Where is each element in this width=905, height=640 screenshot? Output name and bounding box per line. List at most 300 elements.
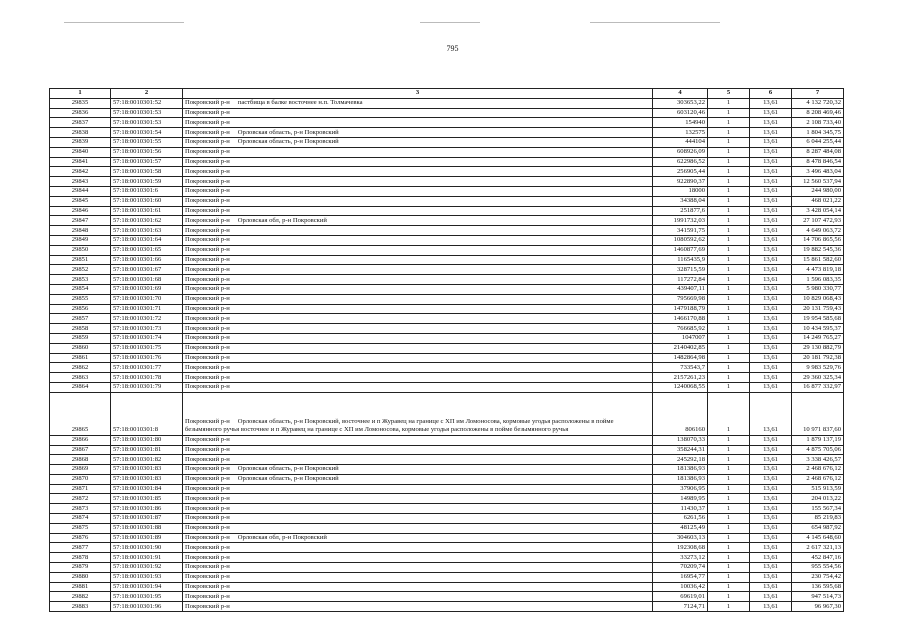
rate-value: 13,61 [750,543,792,553]
location-cell [183,216,653,226]
area-value: 439407,11 [653,284,708,294]
coefficient-value: 1 [708,255,750,265]
area-value: 34388,04 [653,196,708,206]
rate-value: 13,61 [750,523,792,533]
location-cell [183,465,653,475]
coefficient-value: 1 [708,177,750,187]
cadastral-value: 14 249 765,27 [792,333,844,343]
coefficient-value: 1 [708,157,750,167]
district-name: Покровский р-н [185,373,230,381]
area-value: 69619,01 [653,592,708,602]
coefficient-value: 1 [708,523,750,533]
coefficient-value: 1 [708,543,750,553]
row-number: 29862 [50,363,111,373]
table-row [50,494,844,504]
area-value: 1460877,69 [653,245,708,255]
cadastral-number: 57:18:0010301:85 [111,494,183,504]
table-row [50,373,844,383]
location-cell [183,98,653,108]
cadastral-number: 57:18:0010301:69 [111,284,183,294]
cadastral-value: 155 567,34 [792,504,844,514]
district-name: Покровский р-н [185,485,230,493]
rate-value: 13,61 [750,108,792,118]
location-cell [183,196,653,206]
cadastral-value: 12 560 537,94 [792,177,844,187]
table-row [50,147,844,157]
cadastral-number: 57:18:0010301:67 [111,265,183,275]
location-cell [183,553,653,563]
cadastral-value: 10 829 068,43 [792,294,844,304]
area-value: 256905,44 [653,167,708,177]
district-name: Покровский р-н [185,475,230,483]
district-name: Покровский р-н [185,445,230,453]
location-cell [183,582,653,592]
cadastral-number: 57:18:0010301:52 [111,98,183,108]
rate-value: 13,61 [750,474,792,484]
location-cell [183,245,653,255]
row-number: 29876 [50,533,111,543]
area-value: 358244,31 [653,445,708,455]
district-name: Покровский р-н [185,236,230,244]
cadastral-number: 57:18:0010301:53 [111,118,183,128]
table-row [50,602,844,612]
district-name: Покровский р-н [185,363,230,371]
cadastral-value: 3 428 054,14 [792,206,844,216]
rate-value: 13,61 [750,392,792,435]
area-value: 251877,6 [653,206,708,216]
row-number: 29850 [50,245,111,255]
location-cell [183,474,653,484]
district-name: Покровский р-н [185,118,230,126]
rate-value: 13,61 [750,324,792,334]
area-value: 6261,56 [653,514,708,524]
cadastral-number: 57:18:0010301:83 [111,465,183,475]
table-row [50,108,844,118]
district-name: Покровский р-н [185,465,230,473]
district-name: Покровский р-н [185,592,230,600]
table-row [50,363,844,373]
row-number: 29880 [50,572,111,582]
coefficient-value: 1 [708,98,750,108]
rate-value: 13,61 [750,177,792,187]
coefficient-value: 1 [708,314,750,324]
location-cell [183,324,653,334]
district-name: Покровский р-н [185,177,230,185]
area-value: 603120,46 [653,108,708,118]
scan-artifact-line [590,22,720,23]
area-value: 11430,37 [653,504,708,514]
coefficient-value: 1 [708,514,750,524]
district-name: Покровский р-н [185,128,230,136]
area-value: 303653,22 [653,98,708,108]
coefficient-value: 1 [708,216,750,226]
coefficient-value: 1 [708,563,750,573]
location-cell [183,255,653,265]
location-cell [183,435,653,445]
coefficient-value: 1 [708,465,750,475]
location-cell [183,602,653,612]
cadastral-number: 57:18:0010301:94 [111,582,183,592]
cadastral-value: 1 879 137,19 [792,435,844,445]
location-description: Орловская область, р-н Покровский [237,138,339,146]
cadastral-value: 2 468 676,12 [792,474,844,484]
row-number: 29878 [50,553,111,563]
area-value: 341591,75 [653,226,708,236]
table-row [50,474,844,484]
rate-value: 13,61 [750,275,792,285]
location-cell [183,284,653,294]
cadastral-number: 57:18:0010301:88 [111,523,183,533]
cadastral-number: 57:18:0010301:64 [111,235,183,245]
row-number: 29855 [50,294,111,304]
table-row [50,167,844,177]
area-value: 922890,37 [653,177,708,187]
row-number: 29841 [50,157,111,167]
row-number: 29848 [50,226,111,236]
district-name: Покровский р-н [185,436,230,444]
row-number: 29858 [50,324,111,334]
cadastral-number: 57:18:0010301:70 [111,294,183,304]
cadastral-number: 57:18:0010301:78 [111,373,183,383]
rate-value: 13,61 [750,216,792,226]
location-cell [183,504,653,514]
cadastral-number: 57:18:0010301:73 [111,324,183,334]
district-name: Покровский р-н [185,324,230,332]
location-cell [183,206,653,216]
coefficient-value: 1 [708,533,750,543]
district-name: Покровский р-н [185,573,230,581]
rate-value: 13,61 [750,196,792,206]
cadastral-value: 6 044 255,44 [792,137,844,147]
cadastral-value: 8 208 469,46 [792,108,844,118]
coefficient-value: 1 [708,553,750,563]
column-header: 3 [183,89,653,99]
rate-value: 13,61 [750,592,792,602]
table-row [50,275,844,285]
location-cell [183,108,653,118]
rate-value: 13,61 [750,504,792,514]
row-number: 29849 [50,235,111,245]
area-value: 132575 [653,128,708,138]
location-description: Орловская область, р-н Покровский, восточнее и п Журавец на границе с ХП им Ломоносова, кормовые угодья расположены в пойме безымянного ручья восточнее и п Журавец на границе с ХП им Ломоносова, кормовые угодья расположены в пойме безымянного ручья [185,417,614,434]
district-name: Покровский р-н [185,494,230,502]
coefficient-value: 1 [708,382,750,392]
cadastral-number: 57:18:0010301:71 [111,304,183,314]
rate-value: 13,61 [750,157,792,167]
rate-value: 13,61 [750,284,792,294]
coefficient-value: 1 [708,137,750,147]
district-name: Покровский р-н [185,99,230,107]
area-value: 16954,77 [653,572,708,582]
location-cell [183,563,653,573]
coefficient-value: 1 [708,304,750,314]
row-number: 29863 [50,373,111,383]
district-name: Покровский р-н [185,353,230,361]
district-name: Покровский р-н [185,255,230,263]
cadastral-value: 452 847,16 [792,553,844,563]
table-row [50,392,844,435]
cadastral-number: 57:18:0010301:63 [111,226,183,236]
cadastral-value: 19 882 545,36 [792,245,844,255]
location-cell [183,455,653,465]
area-value: 1991732,03 [653,216,708,226]
coefficient-value: 1 [708,592,750,602]
location-cell [183,226,653,236]
row-number: 29874 [50,514,111,524]
rate-value: 13,61 [750,226,792,236]
cadastral-value: 29 360 325,34 [792,373,844,383]
location-description: Орловская область, р-н Покровский [237,475,339,483]
row-number: 29872 [50,494,111,504]
rate-value: 13,61 [750,333,792,343]
rate-value: 13,61 [750,118,792,128]
cadastral-value: 2 108 733,40 [792,118,844,128]
coefficient-value: 1 [708,284,750,294]
cadastral-number: 57:18:0010301:74 [111,333,183,343]
cadastral-number: 57:18:0010301:90 [111,543,183,553]
cadastral-value: 4 473 819,18 [792,265,844,275]
area-value: 33273,12 [653,553,708,563]
table-row [50,435,844,445]
location-cell [183,265,653,275]
coefficient-value: 1 [708,235,750,245]
district-name: Покровский р-н [185,314,230,322]
area-value: 328715,59 [653,265,708,275]
location-cell [183,392,653,435]
district-name: Покровский р-н [185,524,230,532]
rate-value: 13,61 [750,255,792,265]
cadastral-number: 57:18:0010301:75 [111,343,183,353]
district-name: Покровский р-н [185,602,230,610]
rate-value: 13,61 [750,494,792,504]
location-cell [183,533,653,543]
cadastral-value: 20 131 759,43 [792,304,844,314]
district-name: Покровский р-н [185,455,230,463]
row-number: 29879 [50,563,111,573]
cadastral-number: 57:18:0010301:81 [111,445,183,455]
cadastral-value: 8 478 846,54 [792,157,844,167]
cadastral-number: 57:18:0010301:82 [111,455,183,465]
area-value: 1482864,98 [653,353,708,363]
rate-value: 13,61 [750,533,792,543]
table-row [50,314,844,324]
table-row [50,177,844,187]
cadastral-number: 57:18:0010301:76 [111,353,183,363]
cadastral-number: 57:18:0010301:95 [111,592,183,602]
location-description: пастбища в балке восточнее н.п. Толмачевка [237,99,363,107]
coefficient-value: 1 [708,128,750,138]
coefficient-value: 1 [708,108,750,118]
location-cell [183,235,653,245]
coefficient-value: 1 [708,484,750,494]
rate-value: 13,61 [750,167,792,177]
location-cell [183,343,653,353]
area-value: 70209,74 [653,563,708,573]
cadastral-number: 57:18:0010301:84 [111,484,183,494]
table-body [50,98,844,611]
cadastral-number: 57:18:0010301:96 [111,602,183,612]
coefficient-value: 1 [708,602,750,612]
district-name: Покровский р-н [185,157,230,165]
table-row [50,592,844,602]
location-cell [183,275,653,285]
row-number: 29871 [50,484,111,494]
cadastral-value: 8 287 484,08 [792,147,844,157]
rate-value: 13,61 [750,514,792,524]
cadastral-number: 57:18:0010301:58 [111,167,183,177]
cadastral-value: 96 967,30 [792,602,844,612]
column-header: 4 [653,89,708,99]
table-row [50,235,844,245]
coefficient-value: 1 [708,353,750,363]
location-cell [183,373,653,383]
district-name: Покровский р-н [185,417,230,425]
cadastral-number: 57:18:0010301:60 [111,196,183,206]
coefficient-value: 1 [708,147,750,157]
cadastral-number: 57:18:0010301:56 [111,147,183,157]
location-cell [183,484,653,494]
area-value: 181386,93 [653,465,708,475]
row-number: 29840 [50,147,111,157]
table-row [50,304,844,314]
area-value: 1165435,9 [653,255,708,265]
district-name: Покровский р-н [185,295,230,303]
area-value: 608926,09 [653,147,708,157]
cadastral-value: 3 496 483,04 [792,167,844,177]
table-row [50,333,844,343]
table-row [50,157,844,167]
row-number: 29839 [50,137,111,147]
table-row [50,255,844,265]
area-value: 1240068,55 [653,382,708,392]
coefficient-value: 1 [708,582,750,592]
row-number: 29843 [50,177,111,187]
location-cell [183,445,653,455]
district-name: Покровский р-н [185,504,230,512]
cadastral-value: 1 804 345,75 [792,128,844,138]
cadastral-value: 230 754,42 [792,572,844,582]
cadastral-value: 4 649 063,72 [792,226,844,236]
column-header: 5 [708,89,750,99]
rate-value: 13,61 [750,563,792,573]
district-name: Покровский р-н [185,197,230,205]
cadastral-number: 57:18:0010301:55 [111,137,183,147]
cadastral-number: 57:18:0010301:6 [111,186,183,196]
area-value: 117272,84 [653,275,708,285]
coefficient-value: 1 [708,494,750,504]
table-row [50,445,844,455]
table-row [50,324,844,334]
cadastral-value: 10 434 595,37 [792,324,844,334]
cadastral-number: 57:18:0010301:68 [111,275,183,285]
row-number: 29852 [50,265,111,275]
rate-value: 13,61 [750,484,792,494]
location-cell [183,382,653,392]
cadastral-value: 27 107 472,93 [792,216,844,226]
district-name: Покровский р-н [185,226,230,234]
rate-value: 13,61 [750,147,792,157]
row-number: 29842 [50,167,111,177]
cadastral-value: 15 861 582,60 [792,255,844,265]
cadastral-number: 57:18:0010301:83 [111,474,183,484]
row-number: 29860 [50,343,111,353]
row-number: 29864 [50,382,111,392]
location-cell [183,177,653,187]
location-cell [183,137,653,147]
cadastral-value: 2 468 676,12 [792,465,844,475]
rate-value: 13,61 [750,465,792,475]
district-name: Покровский р-н [185,563,230,571]
coefficient-value: 1 [708,167,750,177]
cadastral-number: 57:18:0010301:61 [111,206,183,216]
column-header: 1 [50,89,111,99]
coefficient-value: 1 [708,294,750,304]
table-row [50,353,844,363]
cadastral-value: 16 877 332,97 [792,382,844,392]
header-row [50,89,844,99]
cadastral-number: 57:18:0010301:54 [111,128,183,138]
area-value: 37906,95 [653,484,708,494]
cadastral-value: 4 875 705,06 [792,445,844,455]
area-value: 192308,68 [653,543,708,553]
land-register-table [49,88,844,612]
cadastral-value: 29 130 882,79 [792,343,844,353]
row-number: 29847 [50,216,111,226]
cadastral-value: 4 132 720,32 [792,98,844,108]
cadastral-number: 57:18:0010301:53 [111,108,183,118]
rate-value: 13,61 [750,314,792,324]
table-row [50,137,844,147]
rate-value: 13,61 [750,235,792,245]
area-value: 1479188,79 [653,304,708,314]
coefficient-value: 1 [708,196,750,206]
coefficient-value: 1 [708,265,750,275]
coefficient-value: 1 [708,504,750,514]
row-number: 29845 [50,196,111,206]
cadastral-value: 947 514,73 [792,592,844,602]
coefficient-value: 1 [708,392,750,435]
table-row [50,216,844,226]
table-row [50,128,844,138]
area-value: 806160 [653,392,708,435]
row-number: 29859 [50,333,111,343]
cadastral-number: 57:18:0010301:89 [111,533,183,543]
coefficient-value: 1 [708,226,750,236]
cadastral-value: 9 983 529,76 [792,363,844,373]
row-number: 29856 [50,304,111,314]
table-row [50,343,844,353]
rate-value: 13,61 [750,373,792,383]
row-number: 29883 [50,602,111,612]
table-row [50,514,844,524]
table-row [50,582,844,592]
table-row [50,98,844,108]
coefficient-value: 1 [708,373,750,383]
area-value: 48125,49 [653,523,708,533]
column-header: 6 [750,89,792,99]
location-cell [183,314,653,324]
location-cell [183,294,653,304]
coefficient-value: 1 [708,572,750,582]
district-name: Покровский р-н [185,265,230,273]
cadastral-number: 57:18:0010301:62 [111,216,183,226]
coefficient-value: 1 [708,455,750,465]
table-row [50,206,844,216]
rate-value: 13,61 [750,435,792,445]
cadastral-value: 136 595,68 [792,582,844,592]
area-value: 245292,18 [653,455,708,465]
table-row [50,118,844,128]
